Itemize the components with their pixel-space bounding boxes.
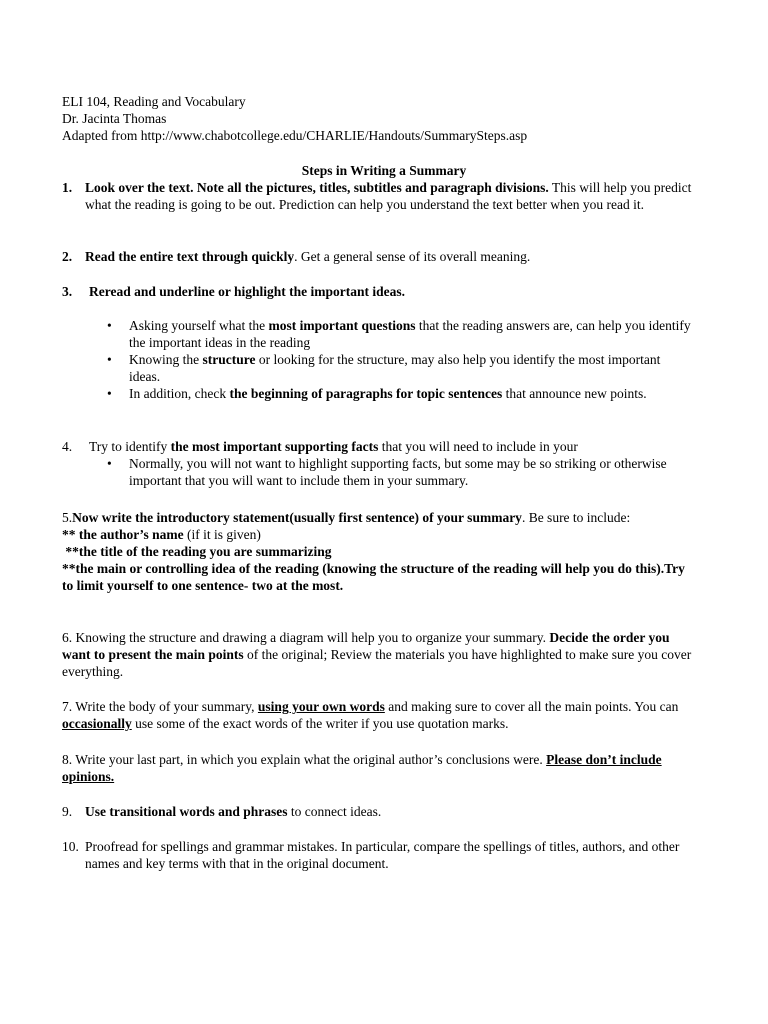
course-line: ELI 104, Reading and Vocabulary <box>62 94 246 109</box>
step-5: 5.Now write the introductory statement(usually first sentence) of your summary. Be sure to include: ** the author’s name (if it is given) **the title of the reading you are summarizing **the main or controlling idea of the reading (knowing the structure of the reading will help you do this).Try to limit yourself to one sentence- two at the most. <box>62 509 692 594</box>
step-1 <box>62 179 692 213</box>
bullet-item: • Asking yourself what the most important questions that the reading answers are, can help you identify the important ideas in the reading <box>107 318 691 350</box>
step-3-bullets <box>62 317 692 402</box>
include-author: ** the author’s name (if it is given) <box>62 527 261 542</box>
step-2-lead: Read the entire text through quickly <box>85 249 295 264</box>
step-3-lead: Reread and underline or highlight the important ideas. <box>89 284 406 299</box>
instructor-line: Dr. Jacinta Thomas <box>62 111 167 126</box>
step-9: 9. Use transitional words and phrases to connect ideas. <box>62 804 382 819</box>
step-1-lead: Look over the text. Note all the pictures, titles, subtitles and paragraph divisions. <box>85 180 549 195</box>
step-2 <box>62 248 692 265</box>
document-title: Steps in Writing a Summary <box>301 163 467 178</box>
bullet-item: • Knowing the structure or looking for the structure, may also help you identify the most important ideas. <box>107 352 661 384</box>
step-number: 9. <box>62 804 73 819</box>
step-number: 5. <box>62 510 73 525</box>
step-number: 2. <box>62 249 73 264</box>
document-header <box>62 93 692 144</box>
bullet-icon: • <box>107 318 112 333</box>
step-4: 4. Try to identify the most important supporting facts that you will need to include in your • Normally, you will not want to highlight supporting facts, but some may be so striking or otherwise important that you will want to include them in your summary. <box>62 438 692 489</box>
step-2-text: . Get a general sense of its overall meaning. <box>294 249 531 264</box>
bullet-item: • In addition, check the beginning of paragraphs for topic sentences that announce new points. <box>107 386 647 401</box>
step-8: 8. Write your last part, in which you explain what the original author’s conclusions were. Please don’t include opinions. <box>62 752 662 784</box>
bullet-icon: • <box>107 386 112 401</box>
step-number: 4. <box>62 439 73 454</box>
bullet-icon: • <box>107 456 112 471</box>
include-main-idea: **the main or controlling idea of the reading (knowing the structure of the reading will help you do this).Try to limit yourself to one sentence- two at the most. <box>62 561 685 593</box>
step-3 <box>62 283 692 300</box>
step-number: 10. <box>62 839 79 854</box>
step-7: 7. Write the body of your summary, using your own words and making sure to cover all the main points. You can occasionally use some of the exact words of the writer if you use quotation marks. <box>62 699 679 731</box>
step-number: 1. <box>62 180 73 195</box>
include-title: **the title of the reading you are summarizing <box>62 544 332 559</box>
step-6: 6. Knowing the structure and drawing a diagram will help you to organize your summary. Decide the order you want to present the main points of the original; Review the materials you have highlighted to make sure you cover everything. <box>62 630 692 679</box>
bullet-item: • Normally, you will not want to highlight supporting facts, but some may be so striking or otherwise important that you will want to include them in your summary. <box>107 456 667 488</box>
source-line: Adapted from http://www.chabotcollege.edu/CHARLIE/Handouts/SummarySteps.asp <box>62 128 528 143</box>
step-number: 3. <box>62 284 73 299</box>
bullet-icon: • <box>107 352 112 367</box>
step-10: 10. Proofread for spellings and grammar mistakes. In particular, compare the spellings of titles, authors, and other names and key terms with that in the original document. <box>62 839 680 871</box>
step-1-text: This will help you predict what the reading is going to be out. Prediction can help you understand the text better when you read it. <box>85 180 692 212</box>
